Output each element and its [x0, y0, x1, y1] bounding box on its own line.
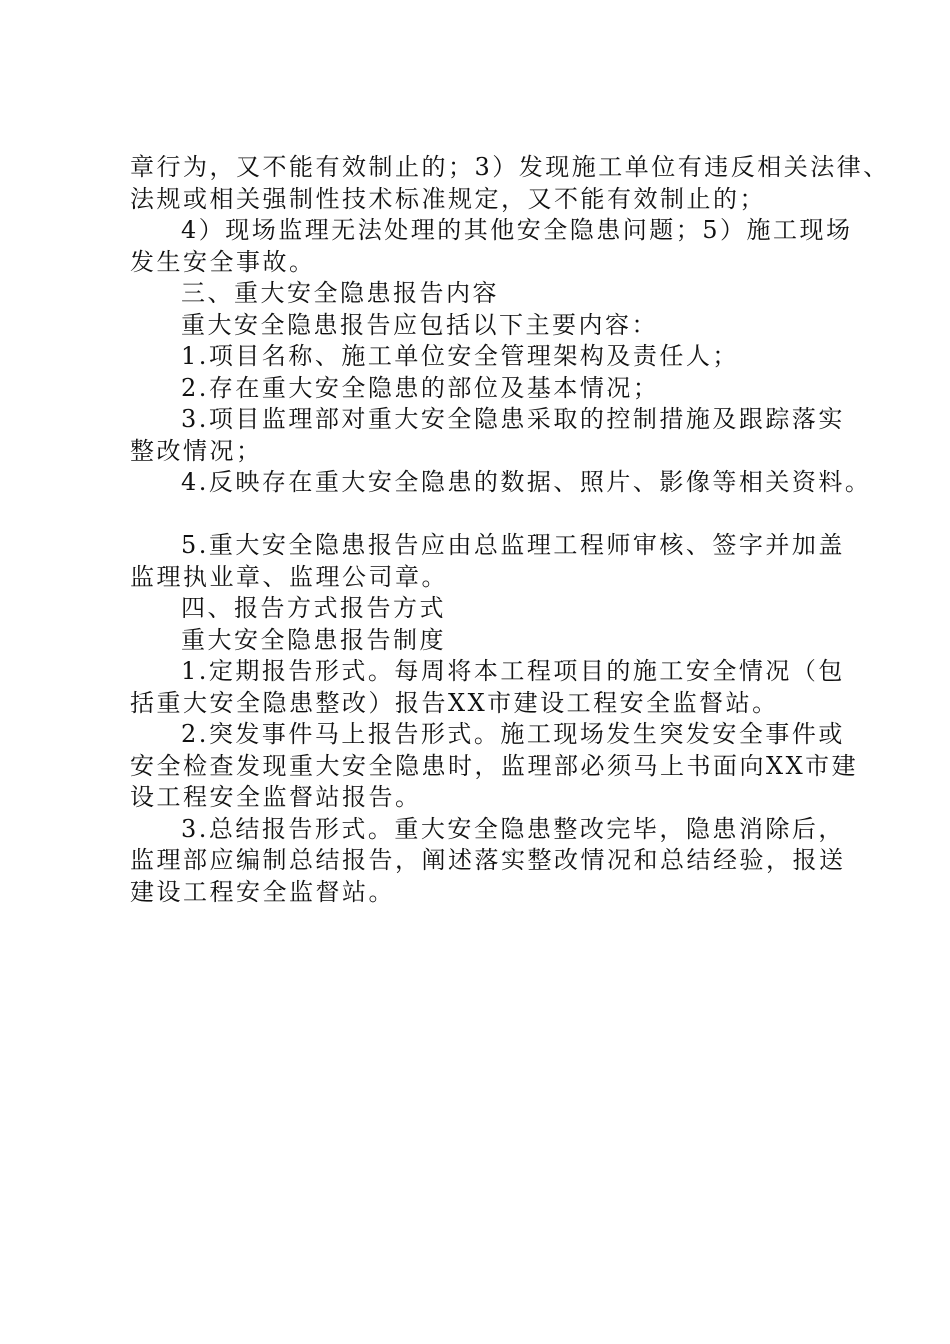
text-line: 设工程安全监督站报告。: [130, 783, 422, 811]
subsection-heading: 重大安全隐患报告制度: [181, 625, 446, 654]
paragraph-gap: [130, 499, 850, 531]
list-item: 1.项目名称、施工单位安全管理架构及责任人；: [181, 342, 739, 370]
section-heading: 四、报告方式报告方式: [181, 594, 446, 622]
list-item: 3.总结报告形式。重大安全隐患整改完毕，隐患消除后，: [181, 814, 845, 843]
list-item: 3.项目监理部对重大安全隐患采取的控制措施及跟踪落实: [181, 405, 845, 433]
list-item: 2.存在重大安全隐患的部位及基本情况；: [181, 373, 660, 402]
list-item: 4.反映存在重大安全隐患的数据、照片、影像等相关资料。: [181, 468, 872, 496]
text-line: 整改情况；: [130, 436, 263, 465]
text-line: 监理执业章、监理公司章。: [130, 562, 448, 591]
text-line: 4）现场监理无法处理的其他安全隐患问题；5）施工现场: [181, 216, 853, 244]
text-line: 监理部应编制总结报告，阐述落实整改情况和总结经验，报送: [130, 846, 846, 874]
list-item: 1.定期报告形式。每周将本工程项目的施工安全情况（包: [181, 657, 845, 685]
text-line: 括重大安全隐患整改）报告XX市建设工程安全监督站。: [130, 688, 779, 717]
text-line: 建设工程安全监督站。: [130, 877, 395, 906]
text-line: 发生安全事故。: [130, 247, 316, 276]
text-line: 章行为，又不能有效制止的；3）发现施工单位有违反相关法律、: [130, 153, 890, 181]
text-line: 法规或相关强制性技术标准规定，又不能有效制止的；: [130, 184, 766, 213]
text-line: 安全检查发现重大安全隐患时，监理部必须马上书面向XX市建: [130, 751, 859, 780]
document-body: [130, 152, 890, 908]
list-item: 2.突发事件马上报告形式。施工现场发生突发安全事件或: [181, 720, 845, 748]
section-heading: 三、重大安全隐患报告内容: [181, 279, 499, 307]
list-item: 5.重大安全隐患报告应由总监理工程师审核、签字并加盖: [181, 531, 845, 559]
text-line: 重大安全隐患报告应包括以下主要内容：: [181, 310, 658, 339]
